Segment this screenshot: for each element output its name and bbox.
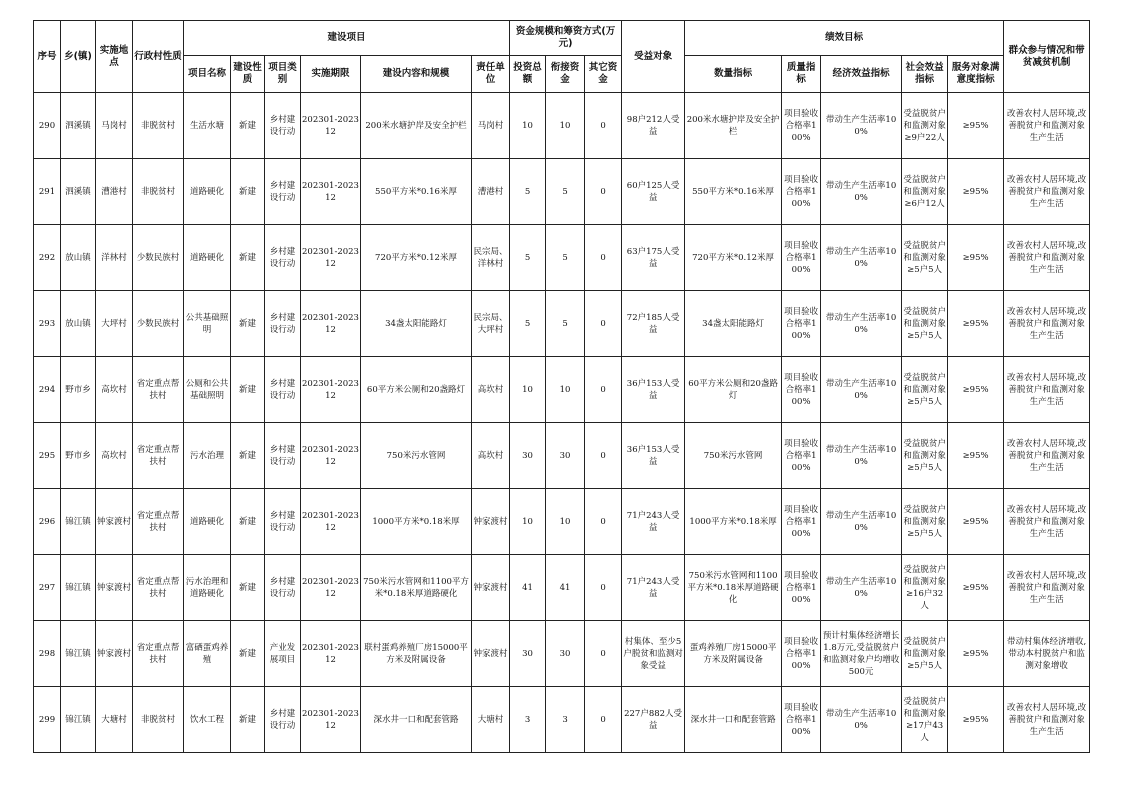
cell-category: 乡村建设行动 [265,225,301,291]
cell-location: 高坎村 [96,357,133,423]
project-table [33,20,1090,753]
header-linked: 衔接资金 [546,56,585,93]
cell-linked: 10 [546,489,585,555]
cell-location: 大坪村 [96,291,133,357]
header-seq: 序号 [34,21,61,93]
cell-quality: 项目验收合格率100% [782,423,821,489]
cell-town: 锦江镇 [61,621,96,687]
cell-quantity: 深水井一口和配套管路 [685,687,782,753]
cell-village-type: 少数民族村 [133,225,184,291]
header-nature: 建设性质 [231,56,265,93]
cell-town: 锦江镇 [61,555,96,621]
cell-linked: 10 [546,93,585,159]
cell-period: 202301-202312 [301,225,361,291]
cell-total: 5 [510,291,546,357]
cell-participation: 改善农村人居环境,改善脱贫户和监测对象生产生活 [1004,225,1090,291]
cell-town: 泗溪镇 [61,159,96,225]
table-row [34,159,1090,225]
cell-village-type: 非脱贫村 [133,93,184,159]
cell-beneficiaries: 36户153人受益 [622,423,685,489]
cell-social: 受益脱贫户和监测对象≥5户5人 [902,621,948,687]
cell-quantity: 200米水塘护岸及安全护栏 [685,93,782,159]
cell-quantity: 750米污水管网 [685,423,782,489]
cell-other: 0 [585,225,622,291]
cell-nature: 新建 [231,555,265,621]
header-beneficiaries: 受益对象 [622,21,685,93]
table-row [34,93,1090,159]
cell-town: 野市乡 [61,423,96,489]
cell-project-name: 生活水塘 [184,93,231,159]
header-category: 项目类别 [265,56,301,93]
cell-nature: 新建 [231,159,265,225]
cell-economic: 带动生产生活率100% [821,423,902,489]
cell-responsible: 高坎村 [472,423,510,489]
cell-quantity: 550平方米*0.16米厚 [685,159,782,225]
header-period: 实施期限 [301,56,361,93]
header-total: 投资总额 [510,56,546,93]
header-content: 建设内容和规模 [361,56,472,93]
header-satisfaction: 服务对象满意度指标 [948,56,1004,93]
cell-seq: 299 [34,687,61,753]
cell-project-name: 饮水工程 [184,687,231,753]
cell-linked: 30 [546,621,585,687]
cell-village-type: 省定重点帮扶村 [133,621,184,687]
table-row [34,291,1090,357]
cell-category: 乡村建设行动 [265,687,301,753]
table-row [34,225,1090,291]
cell-content: 1000平方米*0.18米厚 [361,489,472,555]
cell-beneficiaries: 71户243人受益 [622,555,685,621]
cell-social: 受益脱贫户和监测对象≥5户5人 [902,489,948,555]
header-responsible: 责任单位 [472,56,510,93]
cell-linked: 30 [546,423,585,489]
cell-participation: 改善农村人居环境,改善脱贫户和监测对象生产生活 [1004,291,1090,357]
header-performance: 绩效目标 [685,21,1004,56]
cell-location: 洋林村 [96,225,133,291]
cell-location: 马岗村 [96,93,133,159]
cell-linked: 5 [546,159,585,225]
cell-participation: 改善农村人居环境,改善脱贫户和监测对象生产生活 [1004,357,1090,423]
cell-other: 0 [585,555,622,621]
cell-quality: 项目验收合格率100% [782,555,821,621]
cell-nature: 新建 [231,489,265,555]
cell-other: 0 [585,687,622,753]
cell-period: 202301-202312 [301,291,361,357]
cell-participation: 改善农村人居环境,改善脱贫户和监测对象生产生活 [1004,489,1090,555]
cell-social: 受益脱贫户和监测对象≥5户5人 [902,225,948,291]
cell-project-name: 公厕和公共基础照明 [184,357,231,423]
cell-responsible: 钟家渡村 [472,489,510,555]
cell-nature: 新建 [231,357,265,423]
cell-linked: 41 [546,555,585,621]
header-economic: 经济效益指标 [821,56,902,93]
cell-economic: 带动生产生活率100% [821,489,902,555]
cell-social: 受益脱贫户和监测对象≥17户43人 [902,687,948,753]
cell-content: 200米水塘护岸及安全护栏 [361,93,472,159]
cell-other: 0 [585,621,622,687]
cell-total: 5 [510,159,546,225]
cell-quantity: 750米污水管网和1100平方米*0.18米厚道路硬化 [685,555,782,621]
cell-quality: 项目验收合格率100% [782,489,821,555]
cell-nature: 新建 [231,225,265,291]
cell-seq: 292 [34,225,61,291]
cell-period: 202301-202312 [301,621,361,687]
cell-beneficiaries: 71户243人受益 [622,489,685,555]
cell-town: 锦江镇 [61,489,96,555]
cell-economic: 带动生产生活率100% [821,555,902,621]
cell-satisfaction: ≥95% [948,159,1004,225]
cell-category: 乡村建设行动 [265,357,301,423]
header-location: 实施地点 [96,21,133,93]
cell-quality: 项目验收合格率100% [782,159,821,225]
cell-economic: 带动生产生活率100% [821,159,902,225]
cell-quality: 项目验收合格率100% [782,621,821,687]
cell-town: 泗溪镇 [61,93,96,159]
cell-social: 受益脱贫户和监测对象≥6户12人 [902,159,948,225]
cell-town: 放山镇 [61,225,96,291]
cell-quality: 项目验收合格率100% [782,357,821,423]
header-social: 社会效益指标 [902,56,948,93]
cell-seq: 294 [34,357,61,423]
cell-period: 202301-202312 [301,93,361,159]
cell-linked: 5 [546,225,585,291]
cell-content: 联村蛋鸡养殖厂房15000平方米及附属设备 [361,621,472,687]
cell-participation: 带动村集体经济增收,带动本村脱贫户和监测对象增收 [1004,621,1090,687]
cell-satisfaction: ≥95% [948,621,1004,687]
cell-participation: 改善农村人居环境,改善脱贫户和监测对象生产生活 [1004,159,1090,225]
cell-project-name: 道路硬化 [184,489,231,555]
table-row [34,423,1090,489]
cell-participation: 改善农村人居环境,改善脱贫户和监测对象生产生活 [1004,555,1090,621]
cell-period: 202301-202312 [301,159,361,225]
cell-village-type: 省定重点帮扶村 [133,489,184,555]
cell-other: 0 [585,93,622,159]
cell-responsible: 大塘村 [472,687,510,753]
table-row [34,489,1090,555]
cell-linked: 5 [546,291,585,357]
cell-project-name: 公共基础照明 [184,291,231,357]
header-quantity: 数量指标 [685,56,782,93]
cell-responsible: 钟家渡村 [472,555,510,621]
cell-quality: 项目验收合格率100% [782,687,821,753]
header-town: 乡(镇) [61,21,96,93]
cell-nature: 新建 [231,93,265,159]
cell-economic: 带动生产生活率100% [821,687,902,753]
cell-period: 202301-202312 [301,357,361,423]
cell-satisfaction: ≥95% [948,225,1004,291]
cell-linked: 10 [546,357,585,423]
cell-content: 750米污水管网和1100平方米*0.18米厚道路硬化 [361,555,472,621]
cell-quantity: 34盏太阳能路灯 [685,291,782,357]
cell-beneficiaries: 72户185人受益 [622,291,685,357]
cell-seq: 290 [34,93,61,159]
cell-category: 产业发展项目 [265,621,301,687]
cell-town: 锦江镇 [61,687,96,753]
cell-location: 钟家渡村 [96,621,133,687]
cell-social: 受益脱贫户和监测对象≥9户22人 [902,93,948,159]
cell-beneficiaries: 60户125人受益 [622,159,685,225]
cell-content: 720平方米*0.12米厚 [361,225,472,291]
cell-other: 0 [585,489,622,555]
cell-period: 202301-202312 [301,687,361,753]
cell-content: 60平方米公厕和20盏路灯 [361,357,472,423]
cell-social: 受益脱贫户和监测对象≥5户5人 [902,357,948,423]
cell-total: 10 [510,489,546,555]
cell-project-name: 道路硬化 [184,225,231,291]
cell-social: 受益脱贫户和监测对象≥16户32人 [902,555,948,621]
table-row [34,357,1090,423]
cell-responsible: 民宗局、大坪村 [472,291,510,357]
cell-participation: 改善农村人居环境,改善脱贫户和监测对象生产生活 [1004,423,1090,489]
cell-quality: 项目验收合格率100% [782,291,821,357]
cell-village-type: 少数民族村 [133,291,184,357]
cell-total: 41 [510,555,546,621]
cell-quality: 项目验收合格率100% [782,225,821,291]
header-participation: 群众参与情况和带贫减贫机制 [1004,21,1090,93]
header-construction: 建设项目 [184,21,510,56]
header-quality: 质量指标 [782,56,821,93]
cell-project-name: 污水治理和道路硬化 [184,555,231,621]
cell-content: 750米污水管网 [361,423,472,489]
header-other: 其它资金 [585,56,622,93]
cell-responsible: 马岗村 [472,93,510,159]
cell-quantity: 1000平方米*0.18米厚 [685,489,782,555]
cell-participation: 改善农村人居环境,改善脱贫户和监测对象生产生活 [1004,687,1090,753]
cell-satisfaction: ≥95% [948,291,1004,357]
cell-seq: 296 [34,489,61,555]
cell-beneficiaries: 98户212人受益 [622,93,685,159]
cell-beneficiaries: 227户882人受益 [622,687,685,753]
cell-nature: 新建 [231,621,265,687]
cell-participation: 改善农村人居环境,改善脱贫户和监测对象生产生活 [1004,93,1090,159]
header-row-sub [34,56,1090,93]
table-row [34,621,1090,687]
cell-village-type: 非脱贫村 [133,159,184,225]
cell-location: 大塘村 [96,687,133,753]
cell-total: 30 [510,621,546,687]
cell-project-name: 富硒蛋鸡养殖 [184,621,231,687]
cell-satisfaction: ≥95% [948,687,1004,753]
cell-economic: 带动生产生活率100% [821,291,902,357]
cell-village-type: 非脱贫村 [133,687,184,753]
cell-village-type: 省定重点帮扶村 [133,555,184,621]
cell-quantity: 蛋鸡养殖厂房15000平方米及附属设备 [685,621,782,687]
cell-nature: 新建 [231,687,265,753]
cell-content: 深水井一口和配套管路 [361,687,472,753]
cell-total: 10 [510,93,546,159]
cell-responsible: 钟家渡村 [472,621,510,687]
header-village-type: 行政村性质 [133,21,184,93]
cell-content: 550平方米*0.16米厚 [361,159,472,225]
cell-seq: 293 [34,291,61,357]
cell-period: 202301-202312 [301,555,361,621]
cell-beneficiaries: 36户153人受益 [622,357,685,423]
cell-location: 钟家渡村 [96,489,133,555]
header-funds: 资金规模和筹资方式(万元) [510,21,622,56]
cell-other: 0 [585,357,622,423]
cell-satisfaction: ≥95% [948,93,1004,159]
cell-nature: 新建 [231,423,265,489]
cell-category: 乡村建设行动 [265,423,301,489]
cell-category: 乡村建设行动 [265,291,301,357]
cell-responsible: 高坎村 [472,357,510,423]
cell-category: 乡村建设行动 [265,159,301,225]
cell-nature: 新建 [231,291,265,357]
cell-economic: 带动生产生活率100% [821,225,902,291]
cell-category: 乡村建设行动 [265,93,301,159]
cell-category: 乡村建设行动 [265,555,301,621]
cell-beneficiaries: 63户175人受益 [622,225,685,291]
table-row [34,555,1090,621]
cell-other: 0 [585,423,622,489]
cell-village-type: 省定重点帮扶村 [133,357,184,423]
cell-satisfaction: ≥95% [948,423,1004,489]
cell-total: 30 [510,423,546,489]
cell-seq: 298 [34,621,61,687]
table-body [34,93,1090,753]
cell-social: 受益脱贫户和监测对象≥5户5人 [902,423,948,489]
cell-seq: 291 [34,159,61,225]
cell-total: 5 [510,225,546,291]
cell-quantity: 720平方米*0.12米厚 [685,225,782,291]
cell-location: 高坎村 [96,423,133,489]
cell-seq: 295 [34,423,61,489]
cell-content: 34盏太阳能路灯 [361,291,472,357]
cell-quantity: 60平方米公厕和20盏路灯 [685,357,782,423]
cell-other: 0 [585,291,622,357]
cell-economic: 带动生产生活率100% [821,93,902,159]
cell-responsible: 漕港村 [472,159,510,225]
table-row [34,687,1090,753]
cell-social: 受益脱贫户和监测对象≥5户5人 [902,291,948,357]
cell-town: 放山镇 [61,291,96,357]
cell-economic: 预计村集体经济增长1.8万元,受益脱贫户和监测对象户均增收500元 [821,621,902,687]
cell-location: 钟家渡村 [96,555,133,621]
header-project-name: 项目名称 [184,56,231,93]
cell-satisfaction: ≥95% [948,357,1004,423]
cell-quality: 项目验收合格率100% [782,93,821,159]
cell-beneficiaries: 村集体、至少5户脱贫和监测对象受益 [622,621,685,687]
cell-responsible: 民宗局、洋林村 [472,225,510,291]
cell-linked: 3 [546,687,585,753]
cell-total: 3 [510,687,546,753]
cell-project-name: 道路硬化 [184,159,231,225]
cell-total: 10 [510,357,546,423]
cell-category: 乡村建设行动 [265,489,301,555]
cell-satisfaction: ≥95% [948,489,1004,555]
cell-economic: 带动生产生活率100% [821,357,902,423]
cell-period: 202301-202312 [301,423,361,489]
cell-town: 野市乡 [61,357,96,423]
cell-satisfaction: ≥95% [948,555,1004,621]
cell-location: 漕港村 [96,159,133,225]
cell-seq: 297 [34,555,61,621]
cell-project-name: 污水治理 [184,423,231,489]
cell-period: 202301-202312 [301,489,361,555]
cell-village-type: 省定重点帮扶村 [133,423,184,489]
header-row-top [34,21,1090,56]
cell-other: 0 [585,159,622,225]
